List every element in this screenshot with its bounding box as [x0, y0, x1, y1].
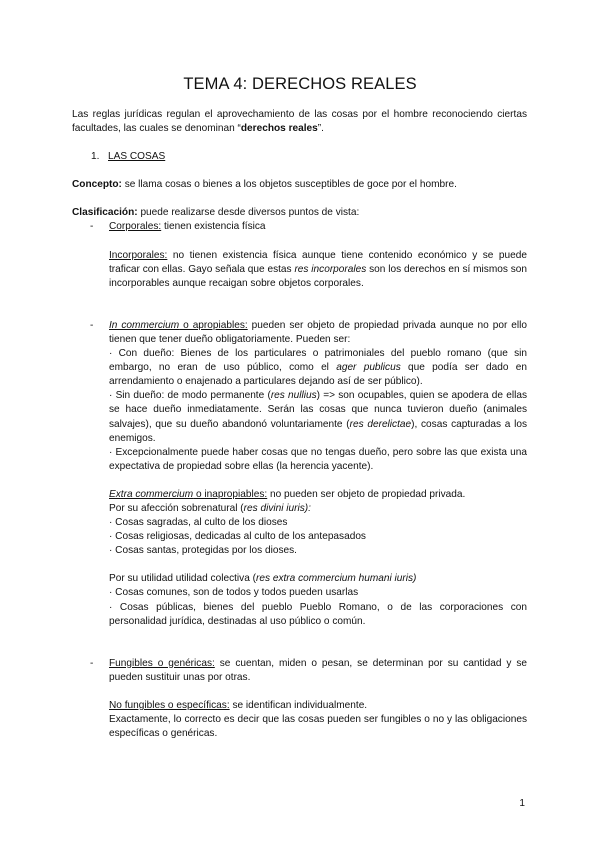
sobrenatural-heading: Por su afección sobrenatural (res divini iuris):: [109, 502, 311, 514]
no-fungibles-block: No fungibles o específicas: se identifican individualmente. Exactamente, lo correcto es decir que las cosas pueden ser fungibles o no y las obligaciones específicas o genéricas.: [72, 699, 527, 741]
section-label: LAS COSAS: [108, 151, 166, 163]
concepto-paragraph: Concepto: se llama cosas o bienes a los objetos susceptibles de goce por el hombre.: [72, 179, 457, 191]
extra-commercium-block: Extra commercium o inapropiables: no pueden ser objeto de propiedad privada. Por su afección sobrenatural (res divini iuris): · Cosas sagradas, al culto de los dioses · Cosas religiosas, dedicadas al culto de los antepasados · Cosas santas, protegidas por los dioses. Por su utilidad utilidad colectiva (res extra commercium humani iuris) · Cosas comunes, son de todos y todos pueden usarlas · Cosas públicas, bienes del pueblo Pueblo Romano, o de las corporaciones con personalidad jurídica, destinadas al uso público o común.: [72, 488, 527, 629]
document-title: TEMA 4: DERECHOS REALES: [183, 75, 417, 93]
clasificacion-label: Clasificación:: [72, 207, 138, 219]
list-item: · Cosas santas, protegidas por los dioses.: [109, 545, 297, 557]
no-fungibles-label: No fungibles o específicas:: [109, 699, 230, 711]
fungibles-item: - Fungibles o genéricas: se cuentan, miden o pesan, se determinan por su cantidad y se pueden sustituir unas por otras.: [90, 657, 527, 683]
fungibles-label: Fungibles o genéricas:: [109, 657, 215, 669]
corporales-label: Corporales:: [109, 221, 162, 233]
section-heading-las-cosas: [72, 150, 527, 164]
exactamente-paragraph: Exactamente, lo correcto es decir que las cosas pueden ser fungibles o no y las obligaciones específicas o genéricas.: [109, 714, 527, 740]
corporales-item: - Corporales: tienen existencia física: [72, 220, 527, 234]
dash-marker: -: [90, 221, 94, 233]
excepcional-paragraph: · Excepcionalmente puede haber cosas que no tengas dueño, pero sobre las que exista una expectativa de propiedad sobre ellas (la herencia yacente).: [109, 446, 527, 472]
list-item: · Cosas religiosas, dedicadas al culto de los antepasados: [109, 531, 366, 543]
document-body: [72, 108, 527, 741]
extra-commercium-label: Extra commercium o inapropiables:: [109, 488, 268, 500]
list-item: · Cosas públicas, bienes del pueblo Pueblo Romano, o de las corporaciones con personalidad jurídica, destinadas al uso público o común.: [109, 601, 527, 627]
concepto-label: Concepto:: [72, 179, 122, 191]
intro-bold-term: derechos reales: [240, 123, 318, 135]
list-item: · Cosas comunes, son de todos y todos pueden usarlas: [109, 587, 359, 599]
utilidad-heading: Por su utilidad utilidad colectiva (res extra commercium humani iuris): [109, 573, 417, 585]
intro-paragraph: Las reglas jurídicas regulan el aprovechamiento de las cosas por el hombre reconociendo ciertas facultades, las cuales se denominan “derechos reales”.: [72, 109, 527, 135]
list-item: · Cosas sagradas, al culto de los dioses: [109, 517, 288, 529]
in-commercium-item: - In commercium o apropiables: pueden ser objeto de propiedad privada aunque no por ello tienen que tener dueño obligatoriamente. Pueden ser: · Con dueño: Bienes de los particulares o patrimoniales del pueblo romano (que sin embargo, no eran de uso público, como el ager publicus que podía ser dado en arrendamiento o enajenado a particulares dejando así de ser público). · Sin dueño: de modo permanente (res nullius) => son ocupables, quien se apodera de ellas se hace dueño inmediatamente. Serán las cosas que nunca tuvieron dueño (animales salvajes), que su dueño abandonó voluntariamente (res derelictae), cosas capturadas a los enemigos. · Excepcionalmente puede haber cosas que no tengas dueño, pero sobre las que exista una expectativa de propiedad sobre ellas (la herencia yacente).: [72, 319, 527, 474]
page-number: 1: [519, 798, 525, 809]
in-commercium-label: In commercium o apropiables:: [109, 319, 248, 331]
incorporales-paragraph: Incorporales: no tienen existencia física aunque tiene contenido económico y se puede traficar con ellas. Gayo señala que estas res incorporales son los derechos en sí mismos son incorporables aunque recaigan sobre objetos corporales.: [109, 249, 528, 289]
con-dueno-paragraph: · Con dueño: Bienes de los particulares o patrimoniales del pueblo romano (que sin embargo, no eran de uso público, como el ager publicus que podía ser dado en arrendamiento o enajenado a particulares dejando así de ser público).: [109, 348, 527, 388]
dash-marker: -: [90, 319, 94, 331]
section-number: 1.: [91, 151, 100, 163]
dash-marker: -: [90, 657, 94, 669]
incorporales-label: Incorporales:: [109, 249, 168, 261]
clasificacion-paragraph: Clasificación: puede realizarse desde diversos puntos de vista:: [72, 207, 360, 219]
sin-dueno-paragraph: · Sin dueño: de modo permanente (res nullius) => son ocupables, quien se apodera de ellas se hace dueño inmediatamente. Serán las cosas que nunca tuvieron dueño (animales salvajes), que su dueño abandonó voluntariamente (res derelictae), cosas capturadas a los enemigos.: [109, 390, 527, 444]
